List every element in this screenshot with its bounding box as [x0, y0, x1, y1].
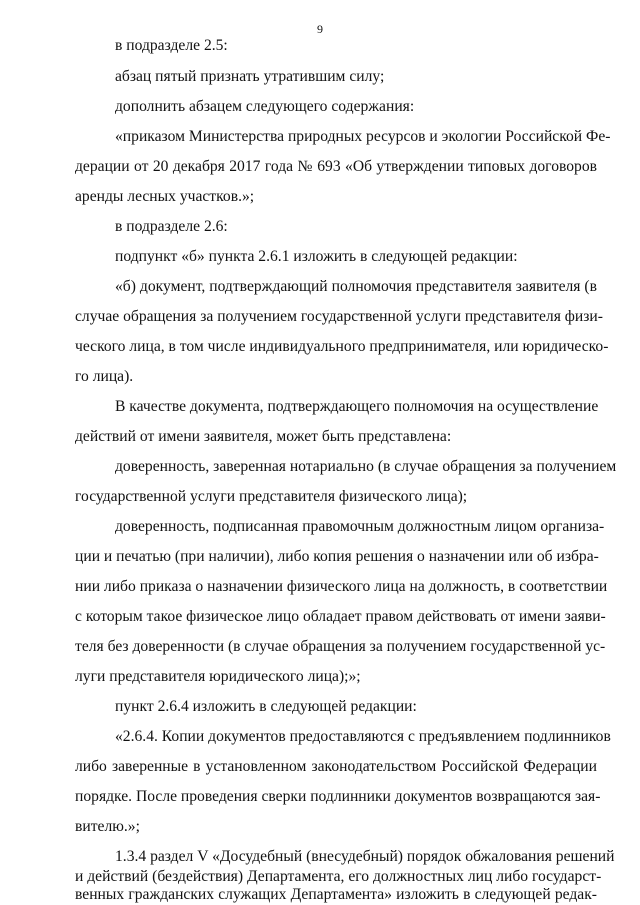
text-line: вителю.»; — [75, 818, 140, 835]
text-line: в подразделе 2.5: — [115, 37, 228, 54]
text-line: случае обращения за получением государственной услуги представителя физи- — [75, 308, 603, 325]
text-line: луги представителя юридического лица);»; — [75, 668, 361, 685]
text-line: порядке. После проведения сверки подлинники документов возвращаются зая- — [75, 788, 601, 805]
text-line: подпункт «б» пункта 2.6.1 изложить в следующей редакции: — [115, 248, 518, 265]
text-line: абзац пятый признать утратившим силу; — [115, 68, 385, 85]
text-line: «б) документ, подтверждающий полномочия представителя заявителя (в — [115, 278, 597, 295]
text-line: «2.6.4. Копии документов предоставляются с предъявлением подлинников — [115, 728, 611, 745]
text-line: доверенность, подписанная правомочным должностным лицом организа- — [115, 518, 605, 535]
text-line: ции и печатью (при наличии), либо копия решения о назначении или об избра- — [75, 548, 599, 565]
text-line: «приказом Министерства природных ресурсов и экологии Российской Фе- — [115, 128, 611, 145]
text-line: нии либо приказа о назначении физического лица на должность, в соответствии — [75, 578, 608, 595]
text-line: государственной услуги представителя физического лица); — [75, 488, 468, 505]
text-line: с которым такое физическое лицо обладает правом действовать от имени заяви- — [75, 608, 606, 625]
text-line: В качестве документа, подтверждающего полномочия на осуществление — [115, 398, 599, 415]
text-line: доверенность, заверенная нотариально (в случае обращения за получением — [115, 458, 617, 475]
text-line: венных гражданских служащих Департамента» изложить в следующей редак- — [75, 886, 597, 903]
text-line: дополнить абзацем следующего содержания: — [115, 98, 415, 115]
text-line: пункт 2.6.4 изложить в следующей редакции: — [115, 698, 417, 715]
text-line: ческого лица, в том числе индивидуального предпринимателя, или юридическо- — [75, 338, 609, 355]
text-line: либо заверенные в установленном законодательством Российской Федерации — [75, 758, 597, 775]
text-line: теля без доверенности (в случае обращения за получением государственной ус- — [75, 638, 606, 655]
text-line: аренды лесных участков.»; — [75, 188, 255, 205]
text-line: 1.3.4 раздел V «Досудебный (внесудебный) порядок обжалования решений — [115, 848, 615, 865]
text-line: действий от имени заявителя, может быть представлена: — [75, 428, 452, 445]
text-line: дерации от 20 декабря 2017 года № 693 «Об утверждении типовых договоров — [75, 158, 597, 175]
text-line: го лица). — [75, 368, 134, 385]
page-number: 9 — [317, 22, 323, 36]
text-line: в подразделе 2.6: — [115, 218, 228, 235]
text-line: и действий (бездействия) Департамента, его должностных лиц либо государст- — [75, 868, 602, 885]
